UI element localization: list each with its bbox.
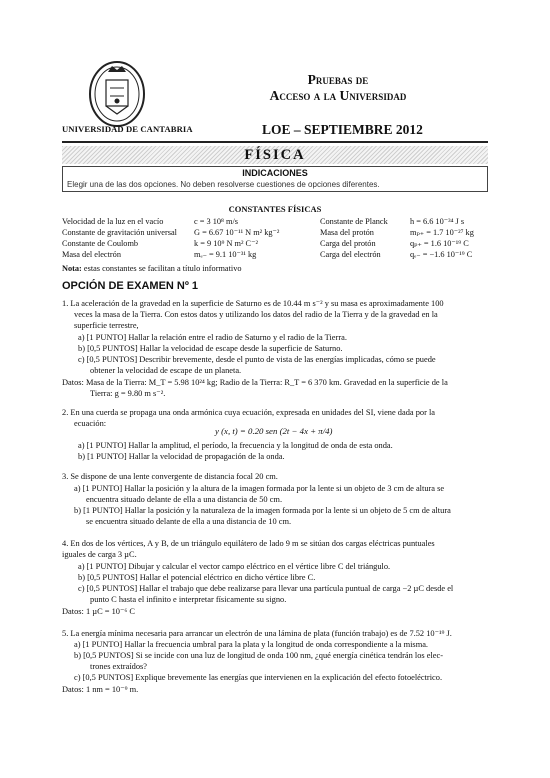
header-divider <box>62 141 488 143</box>
note-label: Nota: <box>62 264 82 273</box>
constant-value: mₑ₋ = 9.1 10⁻³¹ kg <box>194 250 257 259</box>
question-part: a) [1 PUNTO] Hallar la amplitud, el período, la frecuencia y la longitud de onda de esta onda. <box>78 441 393 450</box>
question-line: 2. En una cuerda se propaga una onda armónica cuya ecuación, expresada en unidades del SI, viene dada por la <box>62 408 435 417</box>
question-data: Datos: 1 nm = 10⁻⁹ m. <box>62 685 139 694</box>
option-title: OPCIÓN DE EXAMEN Nº 1 <box>62 280 199 292</box>
question-part: b) [0,5 PUNTOS] Hallar el potencial eléctrico en dicho vértice libre C. <box>78 573 316 582</box>
question-part: a) [1 PUNTO] Hallar la posición y la altura de la imagen formada por la lente si un objeto de 3 cm de altura se <box>74 484 445 493</box>
constant-name: Velocidad de la luz en el vacío <box>62 217 164 226</box>
constant-name: Carga del protón <box>320 239 376 248</box>
question-data: Datos: Masa de la Tierra: M_T = 5.98 10²⁴ kg; Radio de la Tierra: R_T = 6 370 km. Gravedad en la superficie de la <box>62 378 448 387</box>
constant-name: Carga del electrón <box>320 250 381 259</box>
question-data: Datos: 1 µC = 10⁻⁶ C <box>62 607 135 616</box>
question-line: 4. En dos de los vértices, A y B, de un triángulo equilátero de lado 9 m se sitúan dos cargas eléctricas puntuales <box>62 539 435 548</box>
question-part: b) [1 PUNTO] Hallar la posición y la naturaleza de la imagen formada por la lente si un objeto de 5 cm de altura <box>74 506 451 515</box>
question-part: c) [0,5 PUNTOS] Explique brevemente las energías que intervienen en la explicación del efecto fotoeléctrico. <box>74 673 443 682</box>
question-line: encuentra situado delante de ella a una distancia de 50 cm. <box>86 495 283 504</box>
question-line: trones extraídos? <box>90 662 147 671</box>
constant-value: mₚ₊ = 1.7 10⁻²⁷ kg <box>410 228 474 237</box>
question-part: a) [1 PUNTO] Hallar la relación entre el radio de Saturno y el radio de la Tierra. <box>78 333 347 342</box>
question-line: 5. La energía mínima necesaria para arrancar un electrón de una lámina de plata (función trabajo) es de 7.52 10⁻¹⁹ J. <box>62 629 452 638</box>
constant-value: qₑ₋ = −1.6 10⁻¹⁹ C <box>410 250 473 259</box>
question-line: se encuentra situado delante de ella a una distancia de 10 cm. <box>86 517 292 526</box>
question-line: obtener la velocidad de escape de un planeta. <box>90 366 242 375</box>
constant-name: Masa del protón <box>320 228 374 237</box>
title-line-2: Acceso a la Universidad <box>269 88 407 103</box>
constant-value: G = 6.67 10⁻¹¹ N m² kg⁻² <box>194 228 280 237</box>
question-part: b) [1 PUNTO] Hallar la velocidad de propagación de la onda. <box>78 452 285 461</box>
question-line: punto C hasta el infinito e interpretar físicamente su signo. <box>90 595 287 604</box>
question-part: b) [0,5 PUNTOS] Si se incide con una luz de longitud de onda 100 nm, ¿qué energía cinética tendrán los elec- <box>74 651 444 660</box>
question-part: a) [1 PUNTO] Dibujar y calcular el vector campo eléctrico en el vértice libre C del triángulo. <box>78 562 391 571</box>
constant-name: Constante de Planck <box>320 217 388 226</box>
question-line: veces la masa de la Tierra. Con estos datos y utilizando los datos del radio de la Tierra y de la gravedad en la <box>74 310 438 319</box>
question-part: c) [0,5 PUNTOS] Describir brevemente, desde el punto de vista de las energías implicadas, cómo se puede <box>78 355 436 364</box>
exam-session: LOE – SEPTIEMBRE 2012 <box>262 122 423 137</box>
constant-name: Constante de gravitación universal <box>62 228 177 237</box>
question-part: b) [0,5 PUNTOS] Hallar la velocidad de escape desde la superficie de Saturno. <box>78 344 343 353</box>
university-crest-logo <box>88 60 146 128</box>
constant-name: Constante de Coulomb <box>62 239 139 248</box>
constant-value: k = 9 10⁹ N m² C⁻² <box>194 239 258 248</box>
constant-value: h = 6.6 10⁻³⁴ J s <box>410 217 465 226</box>
constant-value: qₚ₊ = 1.6 10⁻¹⁹ C <box>410 239 469 248</box>
question-line: ecuación: <box>74 419 107 428</box>
question-line: iguales de carga 3 µC. <box>62 550 137 559</box>
university-name: UNIVERSIDAD DE CANTABRIA <box>62 124 193 134</box>
question-part: c) [0,5 PUNTOS] Hallar el trabajo que debe realizarse para llevar una partícula puntual de carga −2 µC desde el <box>78 584 454 593</box>
wave-equation: y (x, t) = 0.20 sen (2t − 4x + π/4) <box>215 426 333 436</box>
title-line-1: Pruebas de <box>307 72 369 87</box>
question-part: a) [1 PUNTO] Hallar la frecuencia umbral para la plata y la longitud de onda correspondiente a la misma. <box>74 640 429 649</box>
question-data: Tierra: g = 9.80 m s⁻². <box>90 389 166 398</box>
instructions-heading: INDICACIONES <box>242 168 308 178</box>
constant-name: Masa del electrón <box>62 250 121 259</box>
constant-value: c = 3 10⁸ m/s <box>194 217 238 226</box>
constants-heading: CONSTANTES FÍSICAS <box>228 204 322 214</box>
subject-title: FÍSICA <box>244 147 306 163</box>
question-line: 1. La aceleración de la gravedad en la superficie de Saturno es de 10.44 m s⁻² y su masa es aproximadamente 100 <box>62 299 444 308</box>
question-line: 3. Se dispone de una lente convergente de distancia focal 20 cm. <box>62 472 278 481</box>
question-line: superficie terrestre, <box>74 321 139 330</box>
instructions-box <box>62 166 488 192</box>
constants-note <box>62 264 242 273</box>
instructions-text: Elegir una de las dos opciones. No deben resolverse cuestiones de opciones diferentes. <box>67 180 380 189</box>
subject-banner <box>62 146 488 164</box>
note-text: estas constantes se facilitan a título informativo <box>81 264 242 273</box>
